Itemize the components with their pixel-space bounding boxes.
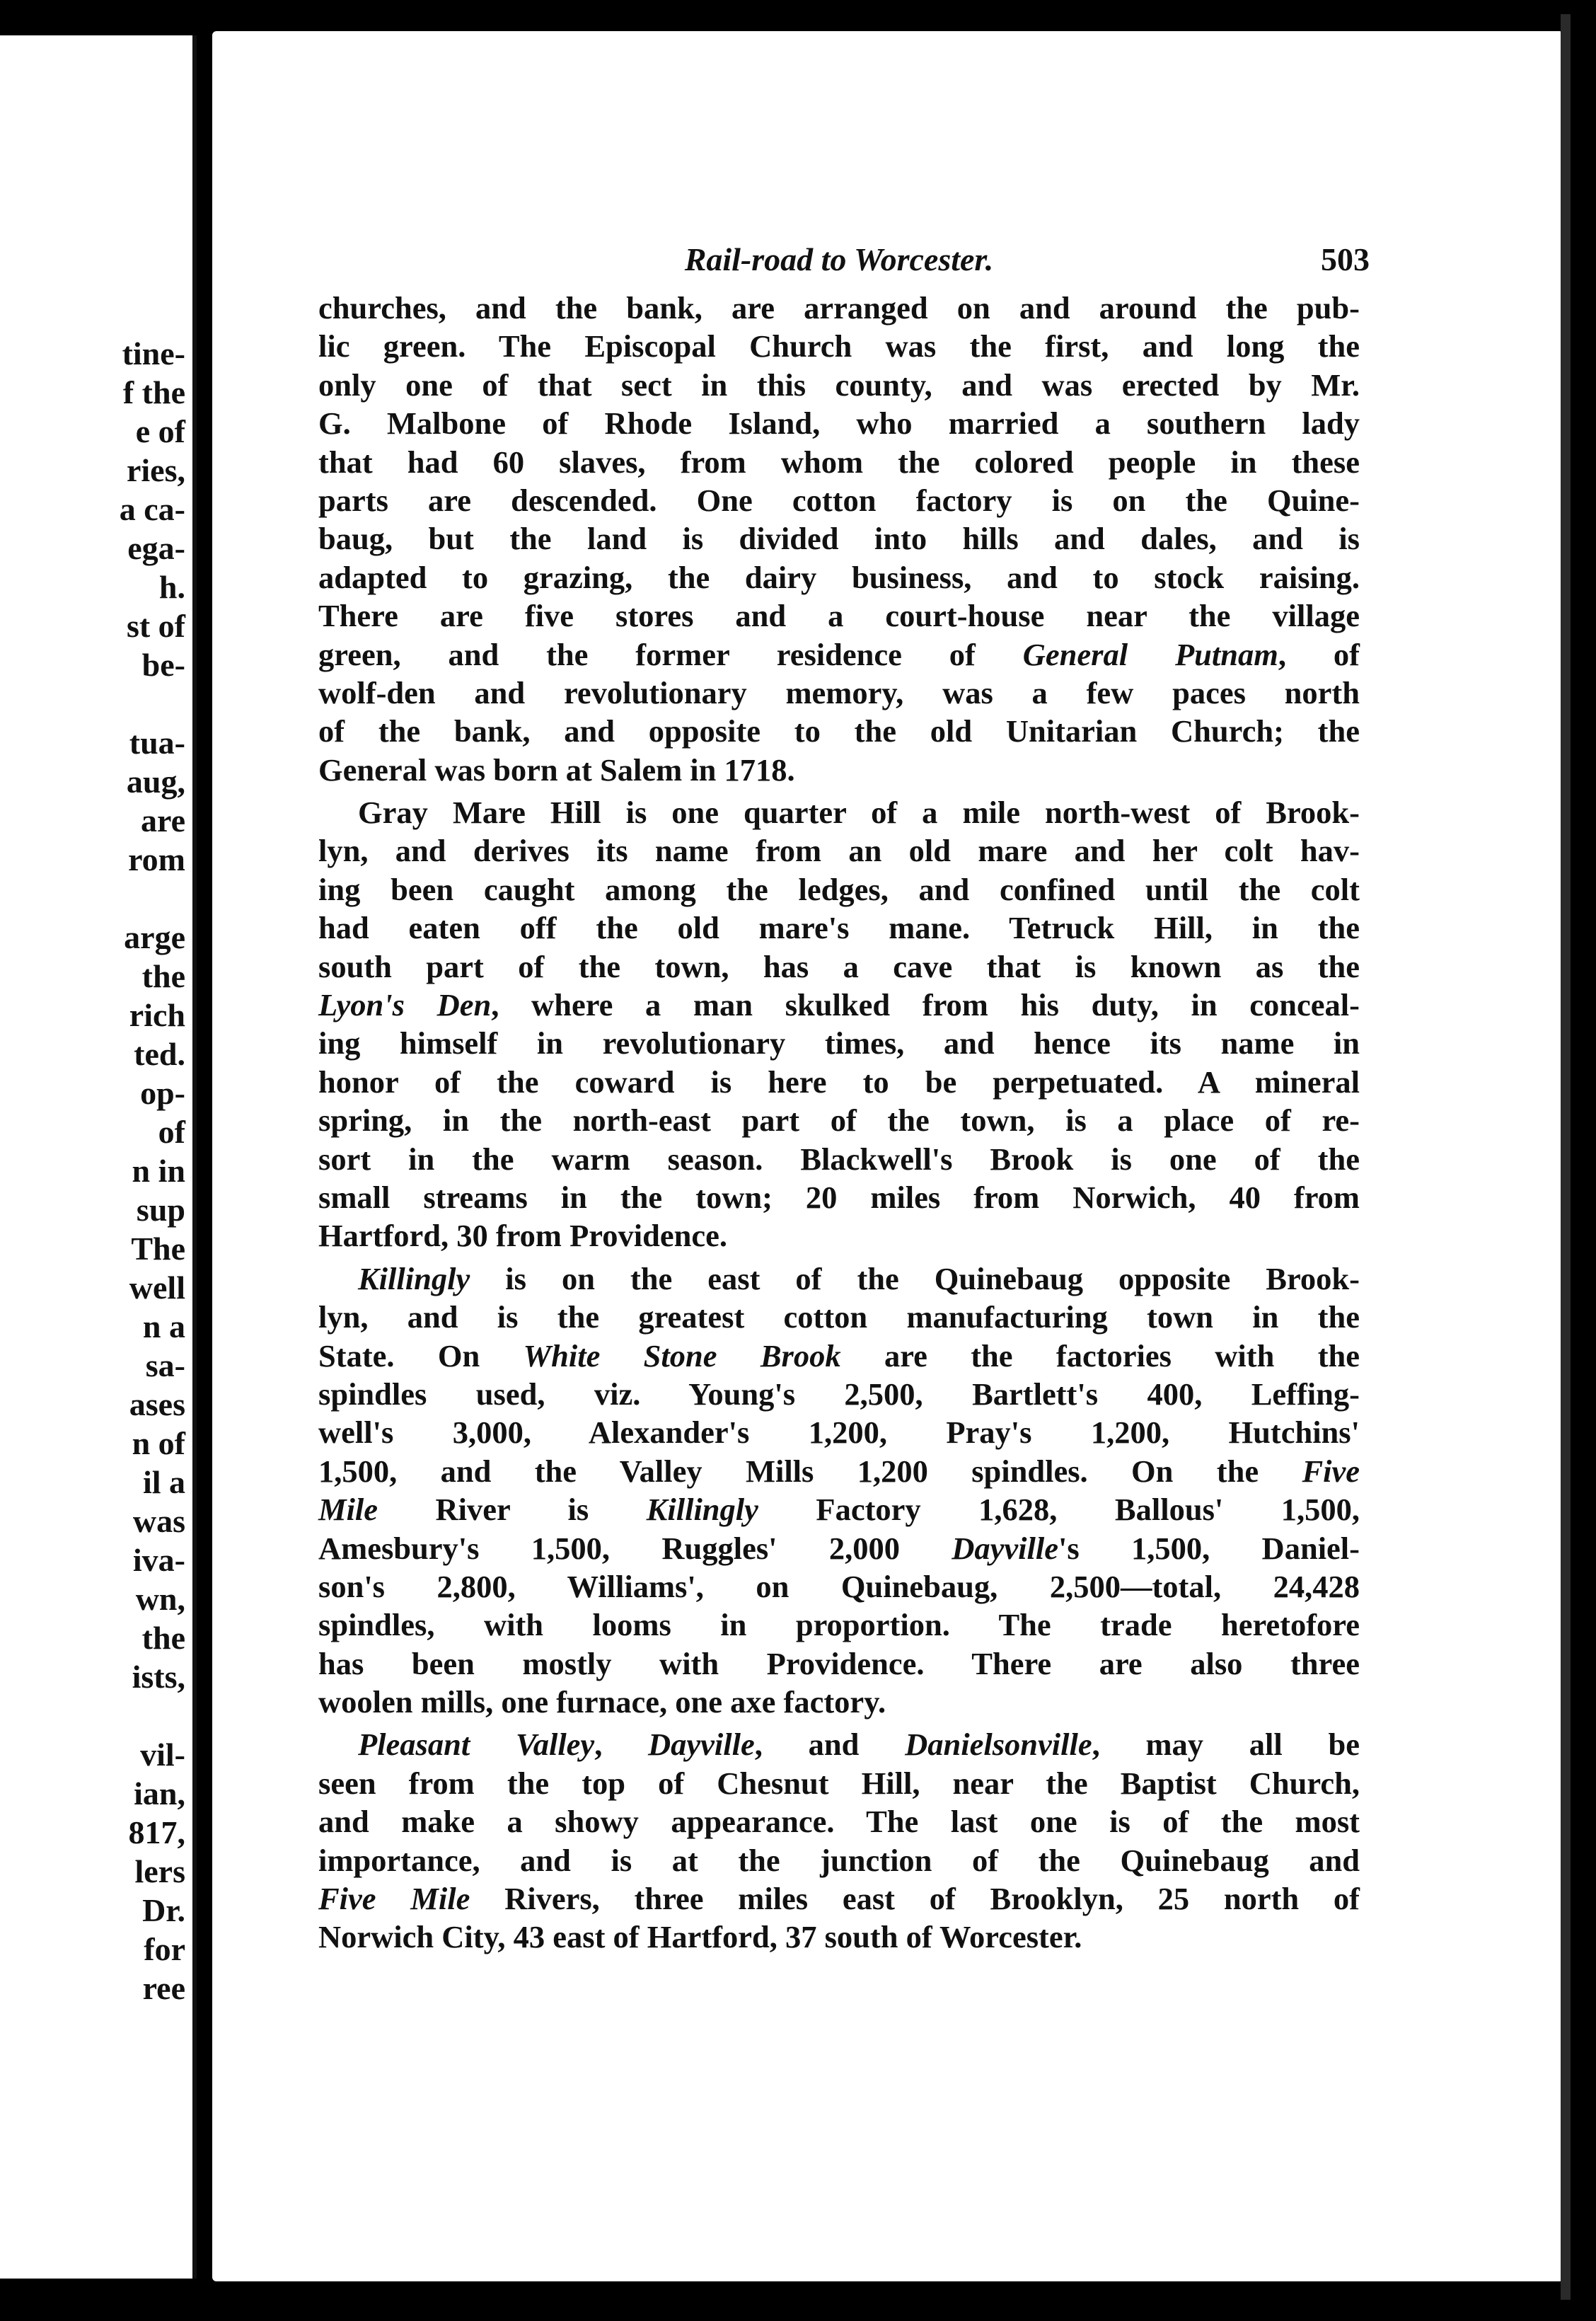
left-margin-fragment: n a	[142, 1308, 185, 1344]
text-line: and make a showy appearance. The last one is of the most	[318, 1804, 1360, 1840]
left-margin-fragment: sup	[136, 1192, 185, 1228]
left-margin-fragment: tua-	[129, 725, 185, 761]
text-line: adapted to grazing, the dairy business, and to stock raising.	[318, 559, 1360, 595]
text-line: churches, and the bank, are arranged on and around the pub-	[318, 290, 1360, 326]
text-line: Five Mile Rivers, three miles east of Brooklyn, 25 north of	[318, 1881, 1360, 1917]
left-margin-fragment: rich	[129, 997, 185, 1033]
text-line: Killingly is on the east of the Quinebaug opposite Brook-	[358, 1260, 1360, 1296]
left-margin-fragment: n of	[132, 1425, 185, 1461]
page-fore-edge	[1561, 14, 1571, 2300]
left-margin-fragment	[0, 684, 192, 723]
text-line: Norwich City, 43 east of Hartford, 37 south of Worcester.	[318, 1919, 1082, 1955]
text-line: south part of the town, has a cave that is known as the	[318, 948, 1360, 984]
text-line: that had 60 slaves, from whom the colored people in these	[318, 444, 1360, 480]
left-margin-fragment: 817,	[128, 1814, 185, 1850]
text-line: wolf-den and revolutionary memory, was a few paces north	[318, 674, 1360, 710]
text-line: Lyon's Den, where a man skulked from his duty, in conceal-	[318, 987, 1360, 1023]
left-margin-fragment: aug,	[126, 764, 185, 800]
left-margin-fragment: the	[141, 958, 185, 994]
text-line: Gray Mare Hill is one quarter of a mile north-west of Brook-	[358, 795, 1360, 831]
left-margin-fragment: st of	[126, 608, 185, 644]
paragraph	[318, 289, 1360, 789]
text-line: Pleasant Valley, Dayville, and Danielsonville, may all be	[358, 1727, 1360, 1763]
left-margin-fragment: the	[141, 1620, 185, 1656]
left-margin-fragment: ted.	[134, 1036, 185, 1072]
left-margin-fragment: f the	[122, 374, 185, 410]
left-margin-fragment: ases	[129, 1386, 185, 1422]
left-margin-fragment: are	[140, 802, 185, 839]
text-line: honor of the coward is here to be perpetuated. A mineral	[318, 1064, 1360, 1100]
left-margin-fragment: well	[129, 1269, 185, 1306]
left-margin-fragment: tine-	[122, 335, 185, 372]
text-line: State. On White Stone Brook are the factories with the	[318, 1337, 1360, 1373]
text-line: has been mostly with Providence. There are also three	[318, 1645, 1360, 1681]
left-margin-fragment: iva-	[132, 1542, 185, 1578]
text-line: There are five stores and a court-house near the village	[318, 598, 1360, 634]
left-margin-fragment: op-	[140, 1075, 185, 1111]
body-text	[318, 289, 1360, 1957]
text-line: sort in the warm season. Blackwell's Brook is one of the	[318, 1141, 1360, 1177]
left-margin-fragment: lers	[134, 1853, 185, 1889]
text-line: ing been caught among the ledges, and confined until the colt	[318, 871, 1360, 907]
text-line: Amesbury's 1,500, Ruggles' 2,000 Dayville's 1,500, Daniel-	[318, 1530, 1360, 1566]
text-line: green, and the former residence of General Putnam, of	[318, 636, 1360, 672]
left-margin-fragment: ian,	[134, 1775, 185, 1812]
left-margin-fragment: a ca-	[119, 491, 185, 527]
left-margin-fragment: e of	[135, 413, 185, 449]
left-margin-fragment: vil-	[140, 1737, 185, 1773]
left-margin-fragment: be-	[141, 647, 185, 683]
left-margin-fragment: ega-	[127, 530, 185, 566]
text-line: spindles, with looms in proportion. The trade heretofore	[318, 1607, 1360, 1643]
text-line: Hartford, 30 from Providence.	[318, 1218, 727, 1254]
left-margin-fragment: h.	[158, 569, 185, 605]
text-line: ing himself in revolutionary times, and hence its name in	[318, 1025, 1360, 1061]
text-line: Mile River is Killingly Factory 1,628, Ballous' 1,500,	[318, 1492, 1360, 1528]
left-margin-fragment: n in	[132, 1153, 185, 1189]
text-line: only one of that sect in this county, and was erected by Mr.	[318, 367, 1360, 403]
paragraph	[318, 793, 1360, 1255]
left-margin-fragment: The	[131, 1231, 185, 1267]
text-line: had eaten off the old mare's mane. Tetruck Hill, in the	[318, 910, 1360, 946]
left-margin-fragment: rom	[128, 841, 185, 877]
running-head	[318, 236, 1370, 286]
right-page	[212, 31, 1563, 2281]
paragraph	[318, 1260, 1360, 1722]
text-line: importance, and is at the junction of the Quinebaug and	[318, 1842, 1360, 1878]
text-line: General was born at Salem in 1718.	[318, 751, 795, 788]
text-line: parts are descended. One cotton factory is on the Quine-	[318, 482, 1360, 518]
page-text-block	[318, 236, 1370, 1957]
left-margin-fragment: il a	[142, 1464, 185, 1500]
left-page-margin-text	[0, 334, 192, 2008]
text-line: G. Malbone of Rhode Island, who married a southern lady	[318, 405, 1360, 442]
text-line: lyn, and derives its name from an old mare and her colt hav-	[318, 833, 1360, 869]
left-margin-fragment: Dr.	[142, 1892, 185, 1928]
paragraph	[318, 1725, 1360, 1956]
left-margin-fragment: ries,	[126, 452, 185, 488]
left-margin-fragment: ists,	[132, 1659, 185, 1695]
left-margin-fragment: wn,	[135, 1581, 185, 1617]
text-line: well's 3,000, Alexander's 1,200, Pray's 1,200, Hutchins'	[318, 1415, 1360, 1451]
page-number: 503	[1321, 241, 1370, 277]
text-line: lyn, and is the greatest cotton manufacturing town in the	[318, 1299, 1360, 1335]
text-line: lic green. The Episcopal Church was the first, and long the	[318, 328, 1360, 364]
left-margin-fragment	[0, 1696, 192, 1735]
text-line: small streams in the town; 20 miles from Norwich, 40 from	[318, 1179, 1360, 1215]
text-line: spring, in the north-east part of the town, is a place of re-	[318, 1102, 1360, 1139]
left-margin-fragment: for	[144, 1931, 185, 1967]
text-line: seen from the top of Chesnut Hill, near the Baptist Church,	[318, 1765, 1360, 1801]
text-line: baug, but the land is divided into hills and dales, and is	[318, 521, 1360, 557]
text-line: woolen mills, one furnace, one axe factory.	[318, 1684, 886, 1720]
text-line: son's 2,800, Williams', on Quinebaug, 2,500—total, 24,428	[318, 1568, 1360, 1604]
text-line: spindles used, viz. Young's 2,500, Bartlett's 400, Leffing-	[318, 1376, 1360, 1412]
left-margin-fragment: ree	[142, 1970, 185, 2006]
left-margin-fragment: arge	[124, 919, 185, 955]
running-head-title: Rail-road to Worcester.	[684, 241, 994, 277]
left-margin-fragment: of	[158, 1114, 185, 1150]
left-margin-fragment	[0, 879, 192, 918]
text-line: of the bank, and opposite to the old Unitarian Church; the	[318, 713, 1360, 749]
left-margin-fragment: was	[132, 1503, 185, 1539]
text-line: 1,500, and the Valley Mills 1,200 spindles. On the Five	[318, 1453, 1360, 1489]
left-margin-fragment: sa-	[145, 1347, 185, 1383]
left-page-edge	[0, 35, 197, 2279]
